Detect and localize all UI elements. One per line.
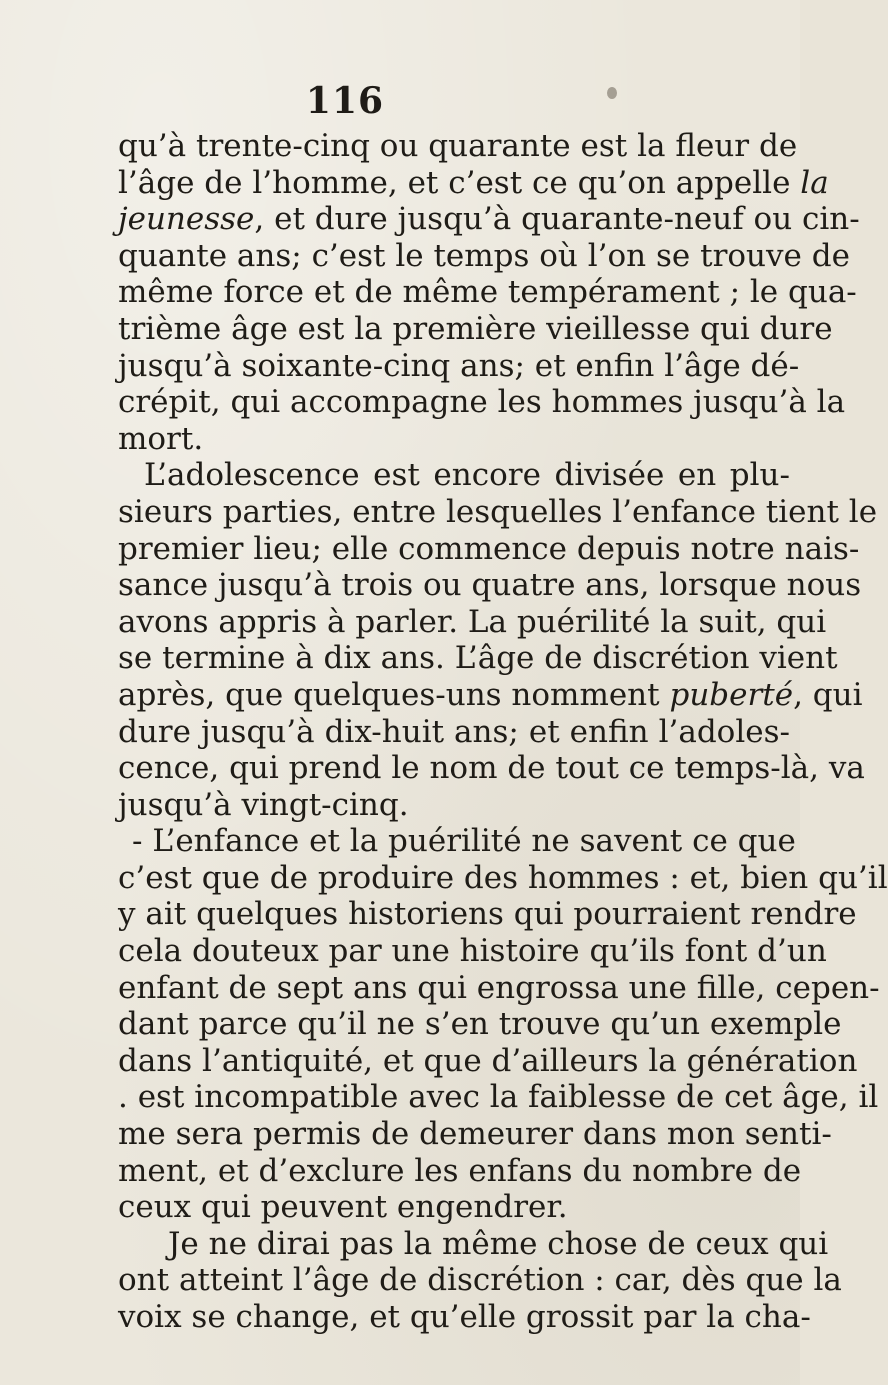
text-line: dans l’antiquité, et que d’ailleurs la génération xyxy=(118,1042,858,1079)
ink-speck xyxy=(607,87,617,99)
text-line: sieurs parties, entre lesquelles l’enfance tient le xyxy=(118,493,878,530)
paragraph-start: Je ne dirai pas la même chose de ceux qui xyxy=(168,1225,829,1262)
text-line: mort. xyxy=(118,420,204,457)
text-line: dure jusqu’à dix-huit ans; et enfin l’adoles- xyxy=(118,713,790,750)
text-line: même force et de même tempérament ; le qua- xyxy=(118,274,857,311)
body-text xyxy=(118,128,888,1336)
text-line: enfant de sept ans qui engrossa une fille, cepen- xyxy=(118,969,880,1006)
text-line: jusqu’à vingt-cinq. xyxy=(118,786,409,823)
text-line: quante ans; c’est le temps où l’on se trouve de xyxy=(118,237,850,274)
text-line: l’âge de l’homme, et c’est ce qu’on appelle la xyxy=(118,164,829,201)
text-line: jusqu’à soixante-cinq ans; et enfin l’âge dé- xyxy=(118,347,800,384)
text-line: me sera permis de demeurer dans mon senti- xyxy=(118,1116,832,1153)
text-line: cence, qui prend le nom de tout ce temps-là, va xyxy=(118,750,865,787)
text-line: voix se change, et qu’elle grossit par la cha- xyxy=(118,1299,811,1335)
text-line: y ait quelques historiens qui pourraient rendre xyxy=(118,896,857,933)
text-line: qu’à trente-cinq ou quarante est la fleur de xyxy=(118,128,798,164)
text-line: . est incompatible avec la faiblesse de cet âge, il xyxy=(118,1079,879,1116)
text-line: cela douteux par une histoire qu’ils font d’un xyxy=(118,933,827,970)
text-line: dant parce qu’il ne s’en trouve qu’un exemple xyxy=(118,1006,842,1043)
text-line: avons appris à parler. La puérilité la suit, qui xyxy=(118,603,827,640)
text-line: premier lieu; elle commence depuis notre nais- xyxy=(118,530,860,567)
text-line: après, que quelques-uns nomment puberté, qui xyxy=(118,676,863,713)
text-line: crépit, qui accompagne les hommes jusqu’à la xyxy=(118,384,846,421)
text-line: jeunesse, et dure jusqu’à quarante-neuf ou cin- xyxy=(118,201,860,238)
text-line: ment, et d’exclure les enfans du nombre de xyxy=(118,1152,802,1189)
paragraph-start: L’adolescence est encore divisée en plu- xyxy=(144,457,790,494)
text-line: se termine à dix ans. L’âge de discrétion vient xyxy=(118,640,838,677)
page-number: 116 xyxy=(305,80,385,122)
text-line: c’est que de produire des hommes : et, bien qu’il xyxy=(118,859,888,896)
text-line: ont atteint l’âge de discrétion : car, dès que la xyxy=(118,1262,842,1299)
text-line: trième âge est la première vieillesse qui dure xyxy=(118,310,833,347)
text-line: sance jusqu’à trois ou quatre ans, lorsque nous xyxy=(118,567,862,604)
paragraph-start: - L’enfance et la puérilité ne savent ce que xyxy=(132,823,796,860)
text-line: ceux qui peuvent engendrer. xyxy=(118,1189,568,1226)
